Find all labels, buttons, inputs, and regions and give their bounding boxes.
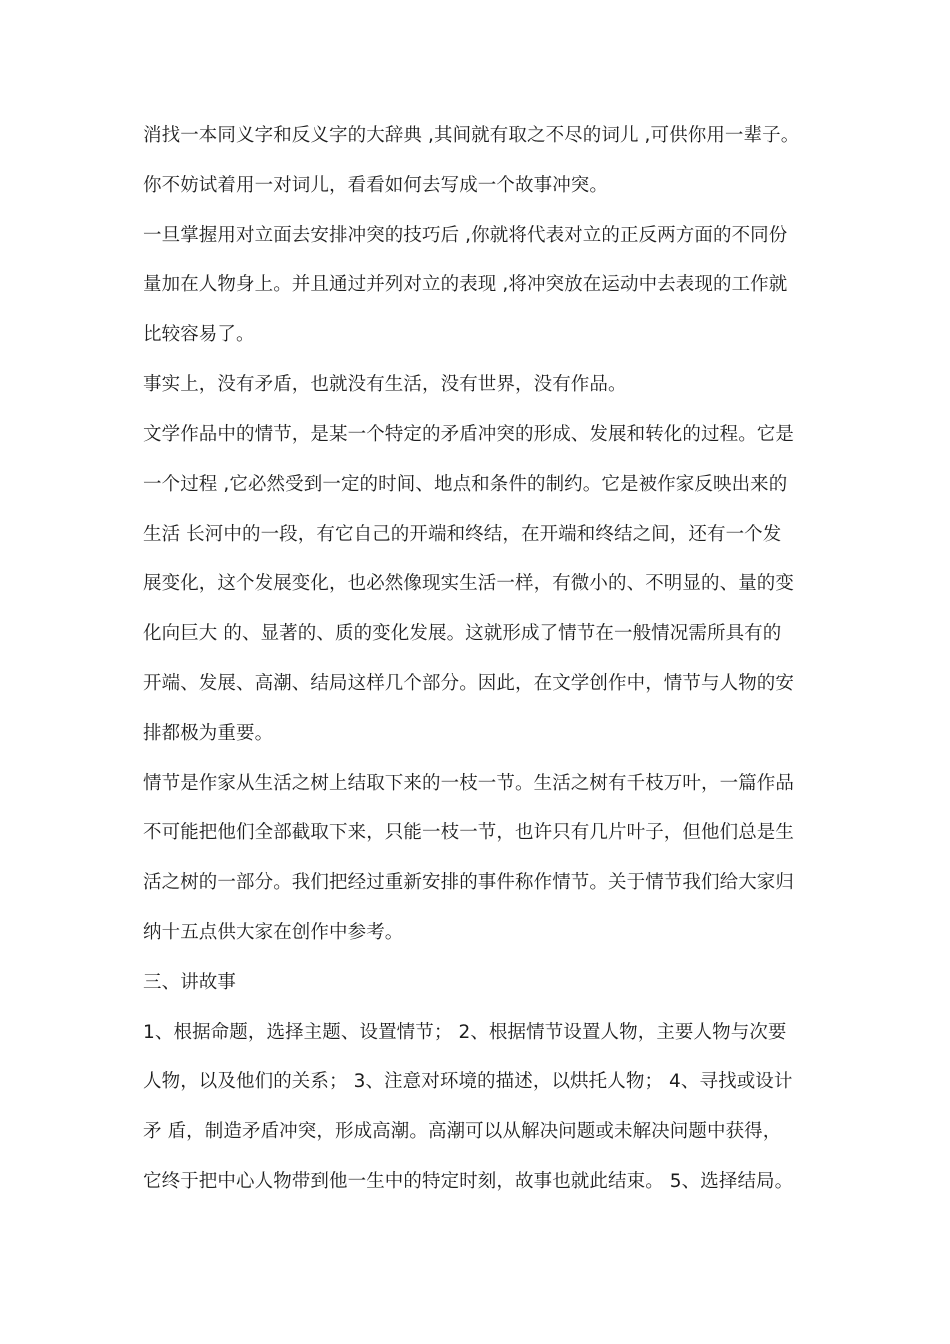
text-line: 生活 长河中的一段，有它自己的开端和终结，在开端和终结之间，还有一个发	[143, 524, 782, 545]
text-line: 纳十五点供大家在创作中参考。	[143, 922, 404, 943]
text-line: 事实上，没有矛盾，也就没有生活，没有世界，没有作品。	[143, 374, 627, 395]
text-line: 1、根据命题，选择主题、设置情节； 2、根据情节设置人物，主要人物与次要	[143, 1022, 787, 1043]
text-line: 一个过程 ,它必然受到一定的时间、地点和条件的制约。它是被作家反映出来的	[143, 474, 788, 495]
text-line: 开端、发展、高潮、结局这样几个部分。因此，在文学创作中，情节与人物的安	[143, 673, 795, 694]
text-line: 量加在人物身上。并且通过并列对立的表现 ,将冲突放在运动中去表现的工作就	[143, 274, 788, 295]
text-line: 化向巨大 的、显著的、质的变化发展。这就形成了情节在一般情况需所具有的	[143, 623, 782, 644]
text-line: 情节是作家从生活之树上结取下来的一枝一节。生活之树有千枝万叶，一篇作品	[143, 773, 795, 794]
text-line: 你不妨试着用一对词儿，看看如何去写成一个故事冲突。	[143, 175, 609, 196]
text-line: 排都极为重要。	[143, 723, 274, 744]
text-line: 它终于把中心人物带到他一生中的特定时刻，故事也就此结束。 5、选择结局。	[143, 1171, 794, 1192]
text-line: 比较容易了。	[143, 324, 255, 345]
text-line: 矛 盾，制造矛盾冲突，形成高潮。高潮可以从解决问题或未解决问题中获得，	[143, 1121, 782, 1142]
text-line: 文学作品中的情节，是某一个特定的矛盾冲突的形成、发展和转化的过程。它是	[143, 424, 795, 445]
text-line: 一旦掌握用对立面去安排冲突的技巧后 ,你就将代表对立的正反两方面的不同份	[143, 225, 788, 246]
text-line: 人物，以及他们的关系； 3、注意对环境的描述，以烘托人物； 4、寻找或设计	[143, 1071, 793, 1092]
text-line: 不可能把他们全部截取下来，只能一枝一节，也许只有几片叶子，但他们总是生	[143, 822, 795, 843]
text-line: 展变化，这个发展变化，也必然像现实生活一样，有微小的、不明显的、量的变	[143, 573, 795, 594]
section-heading: 三、讲故事	[143, 972, 237, 993]
text-line: 活之树的一部分。我们把经过重新安排的事件称作情节。关于情节我们给大家归	[143, 872, 795, 893]
text-line: 消找一本同义字和反义字的大辞典 ,其间就有取之不尽的词儿 ,可供你用一辈子。	[143, 125, 800, 146]
